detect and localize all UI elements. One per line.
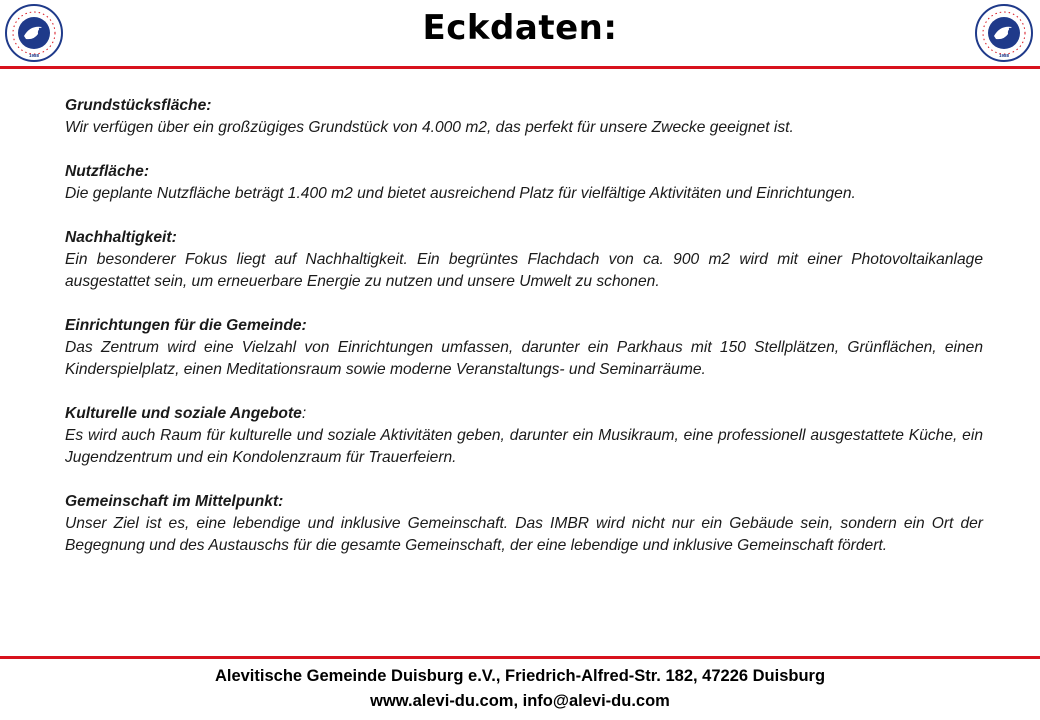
footer-contact: www.alevi-du.com, info@alevi-du.com	[370, 692, 670, 710]
section-heading: Nachhaltigkeit:	[65, 229, 177, 246]
header-divider	[0, 66, 1040, 69]
section-nutzflaeche	[65, 161, 983, 205]
section-einrichtungen	[65, 315, 983, 381]
section-heading: Gemeinschaft im Mittelpunkt:	[65, 493, 284, 510]
svg-text:1988: 1988	[28, 53, 40, 58]
seal-graphic	[974, 3, 1034, 63]
association-seal-icon	[974, 3, 1034, 63]
section-kulturelle-angebote	[65, 403, 983, 469]
section-text: Ein besonderer Fokus liegt auf Nachhaltigkeit. Ein begrüntes Flachdach von ca. 900 m2 wird mit einer Photovoltaikanlage ausgestattet sein, um erneuerbare Energie zu nutzen und unsere Umwelt zu schonen.	[65, 251, 983, 290]
footer-divider	[0, 656, 1040, 659]
section-heading: Grundstücksfläche:	[65, 97, 212, 114]
section-text: Es wird auch Raum für kulturelle und soziale Aktivitäten geben, darunter ein Musikraum, eine professionell ausgestattete Küche, ein Jugendzentrum und ein Kondolenzraum für Trauerfeiern.	[65, 427, 983, 466]
section-heading	[65, 403, 983, 425]
footer-address: Alevitische Gemeinde Duisburg e.V., Friedrich-Alfred-Str. 182, 47226 Duisburg	[214, 667, 826, 685]
section-text: Das Zentrum wird eine Vielzahl von Einrichtungen umfassen, darunter ein Parkhaus mit 150 Stellplätzen, Grünflächen, einen Kinderspielplatz, einen Meditationsraum sowie moderne Veranstaltungs- und Seminarräume.	[65, 339, 983, 378]
section-heading-colon: :	[301, 405, 307, 422]
section-heading: Nutzfläche:	[65, 163, 150, 180]
section-text: Die geplante Nutzfläche beträgt 1.400 m2 und bietet ausreichend Platz für vielfältige Aktivitäten und Einrichtungen.	[65, 185, 856, 202]
section-text: Wir verfügen über ein großzügiges Grundstück von 4.000 m2, das perfekt für unsere Zwecke geeignet ist.	[65, 119, 794, 136]
page-title: Eckdaten:	[422, 8, 618, 48]
section-heading-label: Kulturelle und soziale Angebote	[65, 405, 302, 422]
section-heading: Einrichtungen für die Gemeinde:	[65, 317, 307, 334]
section-grundstuecksflaeche	[65, 95, 983, 139]
svg-text:1988: 1988	[998, 53, 1010, 58]
key-facts-content	[65, 95, 983, 579]
section-text: Unser Ziel ist es, eine lebendige und inklusive Gemeinschaft. Das IMBR wird nicht nur ein Gebäude sein, sondern ein Ort der Begegnung und des Austauschs für die gesamte Gemeinschaft, der eine lebendige und inklusive Gemeinschaft fördert.	[65, 515, 983, 554]
section-nachhaltigkeit	[65, 227, 983, 293]
section-gemeinschaft	[65, 491, 983, 557]
